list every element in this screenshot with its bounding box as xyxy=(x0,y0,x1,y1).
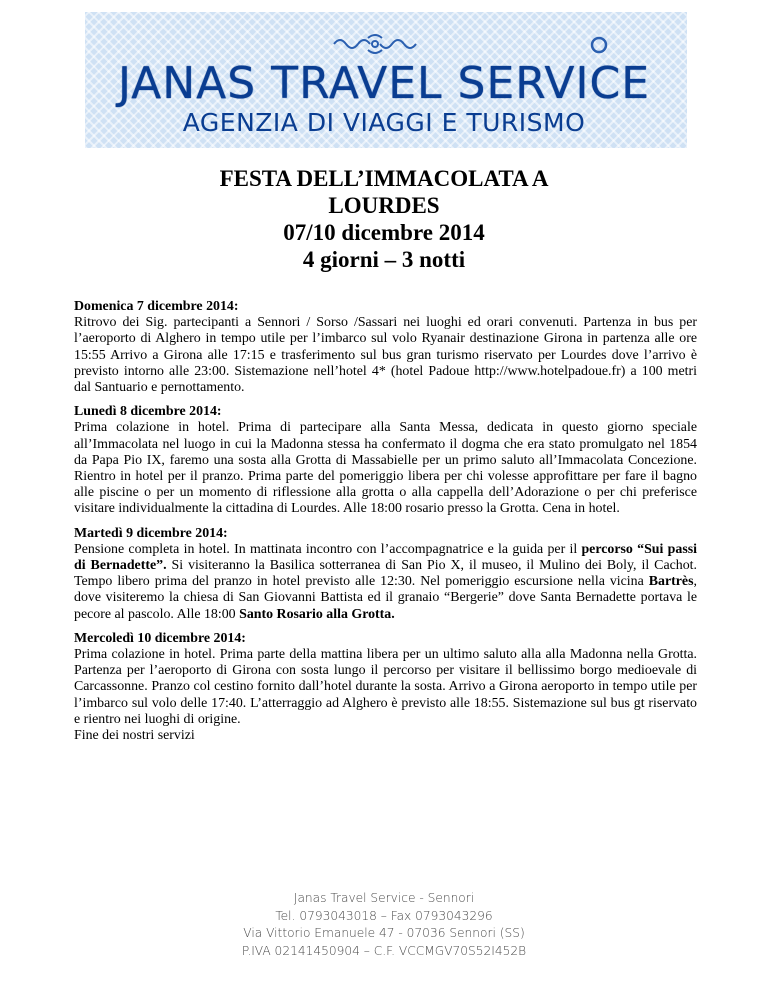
bold-run: Bartrès xyxy=(648,574,694,590)
footer-phone: Tel. 0793043018 – Fax 0793043296 xyxy=(275,908,493,923)
text-run: Si visiteranno la Basilica sotterranea di San Pio X, il museo, il Mulino dei Boly, il Cachot. Tempo libero prima del pranzo in hotel previsto alle 12:30. Nel pomeriggio escursione nella vicina xyxy=(74,558,697,590)
title-duration: 4 giorni – 3 notti xyxy=(302,247,466,272)
day-section xyxy=(74,526,697,623)
scroll-ornament-icon xyxy=(330,30,420,58)
agency-tagline: AGENZIA DI VIAGGI E TURISMO xyxy=(182,108,586,137)
bold-run: percorso “Sui passi di Bernadette”. xyxy=(74,541,697,574)
bold-run: Santo Rosario alla Grotta. xyxy=(239,606,395,622)
day-description: Prima colazione in hotel. Prima di partecipare alla Santa Messa, dedicata in questo giorno speciale all’Immacolata nel luogo in cui la Madonna stessa ha confermato il dogma che era stato promulgato nel 1854 da Papa Pio IX, faremo una sosta alla Grotta di Massabielle per un primo saluto all’Immacolata Concezione. Rientro in hotel per il pranzo. Prima parte del pomeriggio libera per chi volesse approfittare per fare il bagno alle piscine o per un momento di riflessione alla grotta o alla cappella dell’Adorazione o per chi preferisce visitare individualmente la cittadina di Lourdes. Alle 18:00 rosario presso la Grotta. Cena in hotel. xyxy=(74,420,697,517)
day-description xyxy=(74,542,697,623)
page-title xyxy=(0,165,768,273)
day-heading: Lunedì 8 dicembre 2014: xyxy=(74,404,222,420)
agency-name: JANAS TRAVEL SERVICE xyxy=(117,58,651,109)
closing-note: Fine dei nostri servizi xyxy=(74,728,195,744)
day-description: Prima colazione in hotel. Prima parte della mattina libera per un ultimo saluto alla alla Madonna nella Grotta. Partenza per l’aeroporto di Girona con sosta lungo il percorso per visitare il bellissimo borgo medioevale di Carcassonne. Pranzo col cestino fornito dall’hotel durante la sosta. Arrivo a Girona aeroporto in tempo utile per l’imbarco sul volo delle 17:40. L’atterraggio ad Alghero è previsto alle 18:55. Sistemazione sul bus gt riservato e rientro nei luoghi di origine. xyxy=(74,647,697,727)
text-run: Pensione completa in hotel. In mattinata incontro con l’accompagnatrice e la guida per il xyxy=(74,541,582,557)
day-section xyxy=(74,404,697,517)
footer xyxy=(0,890,768,960)
day-heading: Martedì 9 dicembre 2014: xyxy=(74,525,228,541)
text-run: , dove visiteremo la chiesa di San Giovanni Battista ed il granaio “Bergerie” dove Santa Bernadette portava le pecore al pascolo. Alle 18:00 xyxy=(74,574,697,622)
title-line: FESTA DELL’IMMACOLATA A xyxy=(219,166,549,191)
itinerary xyxy=(74,299,697,744)
title-line: LOURDES xyxy=(328,193,440,218)
footer-tax-ids: P.IVA 02141450904 – C.F. VCCMGV70S52I452B xyxy=(241,943,527,958)
day-heading: Domenica 7 dicembre 2014: xyxy=(74,299,239,314)
circle-ornament-icon xyxy=(590,36,608,54)
footer-company: Janas Travel Service - Sennori xyxy=(293,891,475,905)
day-description: Ritrovo dei Sig. partecipanti a Sennori / Sorso /Sassari nei luoghi ed orari convenuti. Partenza in bus per l’aeroporto di Alghero in tempo utile per l’imbarco sul volo Ryanair destinazione Girona in partenza alle ore 15:55 Arrivo a Girona alle 17:15 e trasferimento sul bus gran turismo riservato per Lourdes dove l’arrivo è previsto intorno alle 23:00. Sistemazione nell’hotel 4* (hotel Padoue http://www.hotelpadoue.fr) a 100 metri dal Santuario e pernottamento. xyxy=(74,315,697,396)
title-dates: 07/10 dicembre 2014 xyxy=(283,220,485,245)
day-section xyxy=(74,299,697,396)
day-section xyxy=(74,631,697,728)
footer-address: Via Vittorio Emanuele 47 - 07036 Sennori (SS) xyxy=(243,926,525,940)
day-heading: Mercoledì 10 dicembre 2014: xyxy=(74,630,246,646)
